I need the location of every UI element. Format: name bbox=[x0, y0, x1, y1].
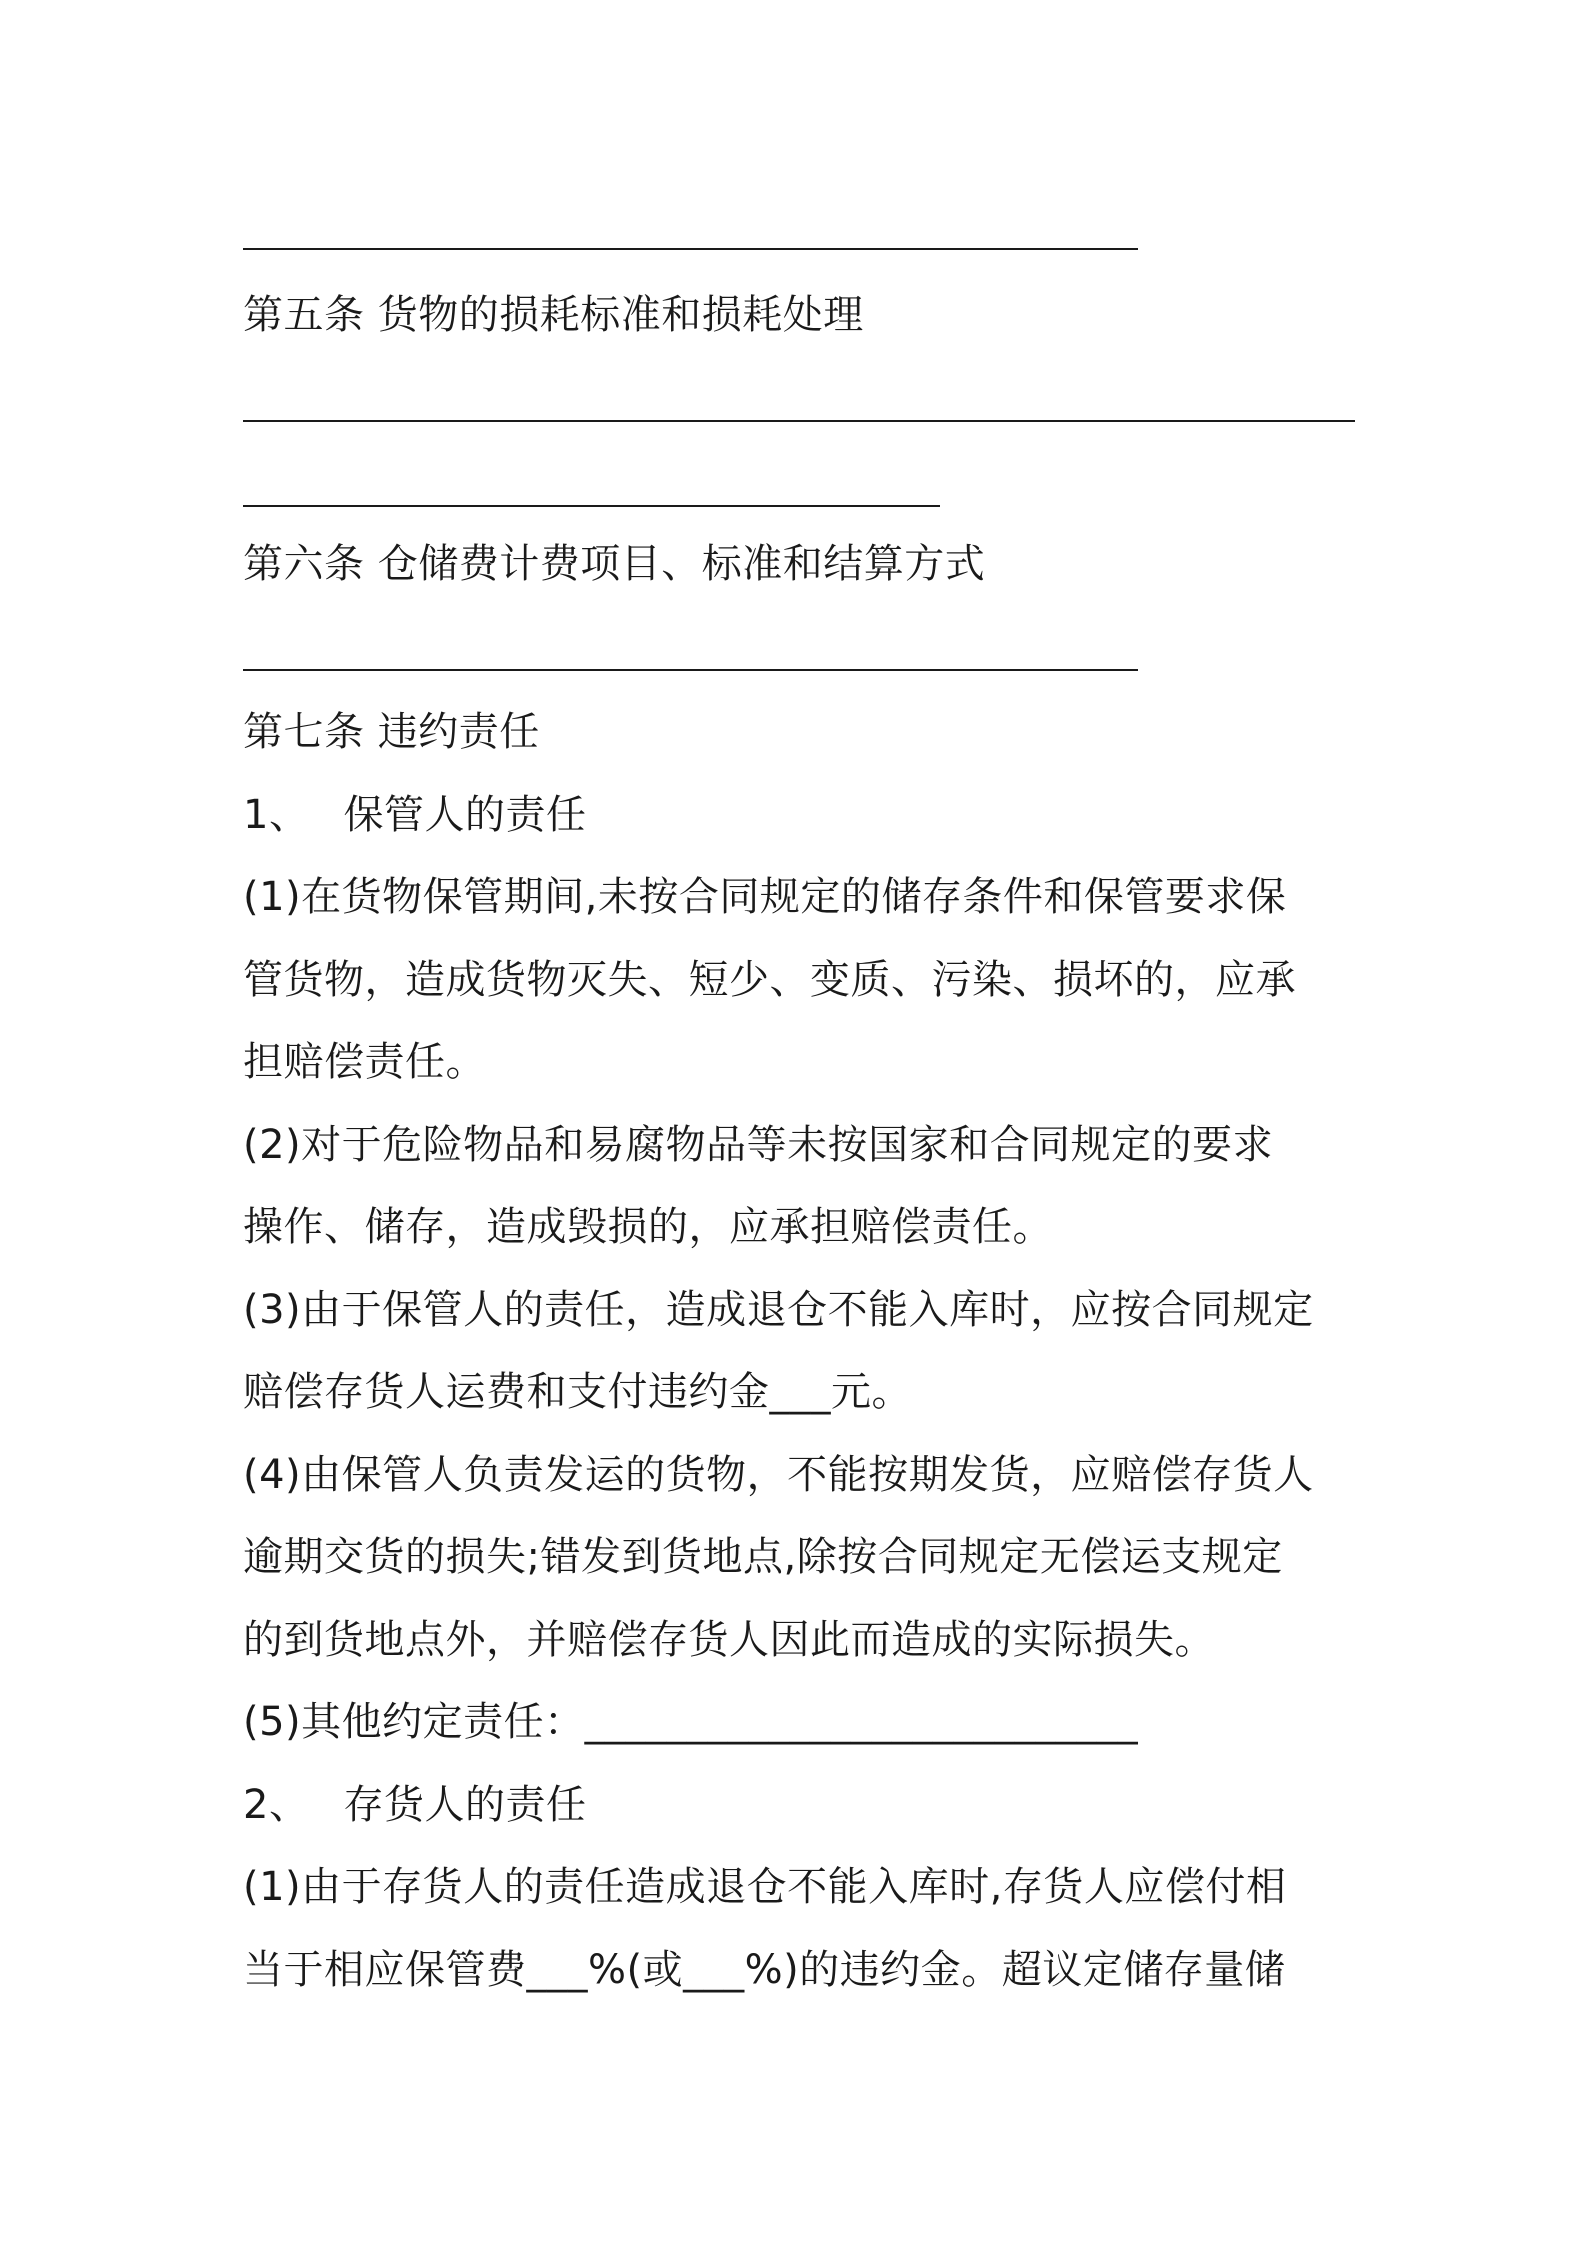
fill-in-line bbox=[243, 248, 1138, 250]
clause-1-5-line: (5)其他约定责任：___________________________ bbox=[243, 1699, 1139, 1745]
clause-1-4-line: 的到货地点外，并赔偿存货人因此而造成的实际损失。 bbox=[243, 1617, 1215, 1663]
clause-1-3-line: (3)由于保管人的责任，造成退仓不能入库时，应按合同规定 bbox=[243, 1287, 1314, 1333]
section-1-title: 保管人的责任 bbox=[343, 792, 587, 838]
clause-2-1-line: 当于相应保管费___%(或___%)的违约金。超议定储存量储 bbox=[243, 1947, 1286, 1993]
clause-2-1-line: (1)由于存货人的责任造成退仓不能入库时,存货人应偿付相 bbox=[243, 1864, 1287, 1910]
fill-in-line bbox=[243, 420, 1355, 422]
clause-1-2-line: (2)对于危险物品和易腐物品等未按国家和合同规定的要求 bbox=[243, 1122, 1274, 1168]
clause-1-1-line: (1)在货物保管期间,未按合同规定的储存条件和保管要求保 bbox=[243, 874, 1287, 920]
section-2-heading bbox=[243, 1777, 586, 1833]
section-2-number: 2、 bbox=[243, 1782, 310, 1828]
article-5-title: 第五条 货物的损耗标准和损耗处理 bbox=[243, 292, 864, 338]
section-2-title: 存货人的责任 bbox=[343, 1782, 587, 1828]
fill-in-line bbox=[243, 669, 1138, 671]
clause-1-4-line: 逾期交货的损失;错发到货地点,除按合同规定无偿运支规定 bbox=[243, 1534, 1283, 1580]
section-1-heading bbox=[243, 787, 586, 843]
clause-1-1-line: 管货物，造成货物灭失、短少、变质、污染、损坏的，应承 bbox=[243, 957, 1296, 1003]
clause-1-1-line: 担赔偿责任。 bbox=[243, 1039, 486, 1085]
section-1-number: 1、 bbox=[243, 792, 310, 838]
article-7-title: 第七条 违约责任 bbox=[243, 709, 540, 755]
clause-1-2-line: 操作、储存，造成毁损的，应承担赔偿责任。 bbox=[243, 1204, 1053, 1250]
article-6-title: 第六条 仓储费计费项目、标准和结算方式 bbox=[243, 541, 986, 587]
clause-1-3-line: 赔偿存货人运费和支付违约金___元。 bbox=[243, 1369, 912, 1415]
fill-in-line bbox=[243, 505, 940, 507]
clause-1-4-line: (4)由保管人负责发运的货物，不能按期发货，应赔偿存货人 bbox=[243, 1452, 1314, 1498]
